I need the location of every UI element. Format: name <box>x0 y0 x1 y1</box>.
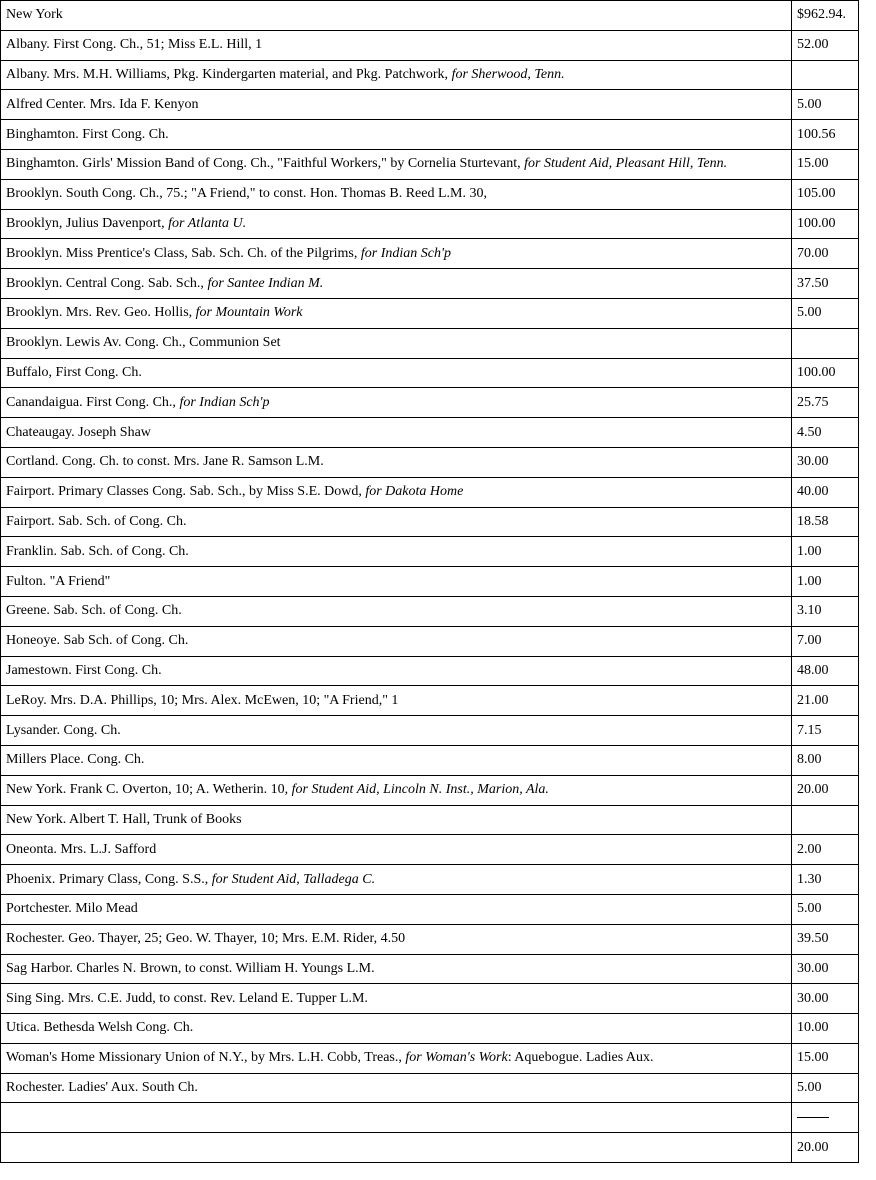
amount-cell <box>792 686 859 716</box>
donor-description-cell <box>1 179 792 209</box>
amount-value: 7.15 <box>797 722 822 738</box>
donor-text: Fairport. Primary Classes Cong. Sab. Sch., by Miss S.E. Dowd, <box>6 484 366 500</box>
donor-text: Rochester. Ladies' Aux. South Ch. <box>6 1080 198 1096</box>
amount-value: 39.50 <box>797 931 829 947</box>
table-row <box>1 865 859 895</box>
amount-value: 48.00 <box>797 662 829 678</box>
donor-text: Woman's Home Missionary Union of N.Y., by Mrs. L.H. Cobb, Treas., <box>6 1050 406 1066</box>
amount-cell <box>792 328 859 358</box>
amount-value: 105.00 <box>797 186 836 202</box>
amount-cell <box>792 567 859 597</box>
amount-value: 30.00 <box>797 990 829 1006</box>
donor-text: Cortland. Cong. Ch. to const. Mrs. Jane R. Samson L.M. <box>6 454 324 470</box>
amount-cell <box>792 30 859 60</box>
amount-cell <box>792 537 859 567</box>
donor-text: Brooklyn. Miss Prentice's Class, Sab. Sch. Ch. of the Pilgrims, <box>6 245 361 261</box>
table-row <box>1 1043 859 1073</box>
amount-value: 1.00 <box>797 573 822 589</box>
donor-description-cell <box>1 358 792 388</box>
amount-value: 18.58 <box>797 513 829 529</box>
table-row <box>1 209 859 239</box>
donor-text: Brooklyn. South Cong. Ch., 75.; "A Friend," to const. Hon. Thomas B. Reed L.M. 30, <box>6 186 487 202</box>
donor-text: Portchester. Milo Mead <box>6 901 138 917</box>
table-row <box>1 179 859 209</box>
amount-value: 100.56 <box>797 126 836 142</box>
table-row <box>1 805 859 835</box>
amount-cell <box>792 239 859 269</box>
donation-purpose: for Santee Indian M. <box>207 275 324 291</box>
table-row <box>1 894 859 924</box>
donor-description-cell <box>1 984 792 1014</box>
table-row <box>1 567 859 597</box>
donor-text: New York. Frank C. Overton, 10; A. Wetherin. 10, <box>6 782 292 798</box>
amount-value: 7.00 <box>797 633 822 649</box>
amount-cell <box>792 447 859 477</box>
donor-description-cell <box>1 1014 792 1044</box>
amount-cell <box>792 90 859 120</box>
table-row <box>1 120 859 150</box>
table-row <box>1 418 859 448</box>
amount-cell <box>792 209 859 239</box>
amount-value: 5.00 <box>797 96 822 112</box>
table-row <box>1 239 859 269</box>
donor-text: Jamestown. First Cong. Ch. <box>6 662 162 678</box>
amount-cell <box>792 388 859 418</box>
donation-purpose: for Indian Sch'p <box>179 394 270 410</box>
amount-value: 5.00 <box>797 1080 822 1096</box>
donor-text: Brooklyn. Mrs. Rev. Geo. Hollis, <box>6 305 196 321</box>
amount-cell <box>792 656 859 686</box>
donor-description-cell <box>1 686 792 716</box>
table-row <box>1 626 859 656</box>
donor-description-cell <box>1 626 792 656</box>
donor-text: Oneonta. Mrs. L.J. Safford <box>6 841 157 857</box>
donor-description-cell <box>1 745 792 775</box>
amount-cell <box>792 805 859 835</box>
amount-cell <box>792 120 859 150</box>
table-row <box>1 1014 859 1044</box>
table-row <box>1 298 859 328</box>
donor-description-cell <box>1 269 792 299</box>
amount-value: 100.00 <box>797 364 836 380</box>
donor-description-cell <box>1 447 792 477</box>
donation-purpose: for Atlanta U. <box>168 215 247 231</box>
amount-value: 1.30 <box>797 871 822 887</box>
amount-cell <box>792 626 859 656</box>
donor-text: Lysander. Cong. Ch. <box>6 722 121 738</box>
donor-description-cell <box>1 656 792 686</box>
table-row <box>1 745 859 775</box>
table-row <box>1 1 859 31</box>
donor-text: Phoenix. Primary Class, Cong. S.S., <box>6 871 212 887</box>
amount-cell <box>792 894 859 924</box>
donor-text: Sing Sing. Mrs. C.E. Judd, to const. Rev. Leland E. Tupper L.M. <box>6 990 368 1006</box>
donor-description-cell <box>1 60 792 90</box>
amount-cell <box>792 418 859 448</box>
amount-value: 25.75 <box>797 394 829 410</box>
table-row <box>1 596 859 626</box>
donor-text: Binghamton. First Cong. Ch. <box>6 126 169 142</box>
table-row <box>1 1073 859 1103</box>
amount-cell <box>792 865 859 895</box>
amount-value: 5.00 <box>797 305 822 321</box>
donor-text: Albany. Mrs. M.H. Williams, Pkg. Kindergarten material, and Pkg. Patchwork, <box>6 66 452 82</box>
amount-cell <box>792 298 859 328</box>
donor-text-continued: : Aquebogue. Ladies Aux. <box>507 1050 654 1066</box>
donor-text: Franklin. Sab. Sch. of Cong. Ch. <box>6 543 189 559</box>
donor-text: Buffalo, First Cong. Ch. <box>6 364 142 380</box>
amount-cell <box>792 269 859 299</box>
donor-text: Sag Harbor. Charles N. Brown, to const. William H. Youngs L.M. <box>6 960 375 976</box>
amount-value: 40.00 <box>797 484 829 500</box>
amount-cell <box>792 1 859 31</box>
amount-value: 37.50 <box>797 275 829 291</box>
donor-text: Albany. First Cong. Ch., 51; Miss E.L. Hill, 1 <box>6 37 263 53</box>
amount-value: 20.00 <box>797 1139 829 1155</box>
donation-purpose: for Student Aid, Pleasant Hill, Tenn. <box>524 156 728 172</box>
amount-value: 2.00 <box>797 841 822 857</box>
amount-cell <box>792 358 859 388</box>
donor-description-cell <box>1 209 792 239</box>
table-row <box>1 507 859 537</box>
donor-text: Fairport. Sab. Sch. of Cong. Ch. <box>6 513 187 529</box>
amount-value: 15.00 <box>797 156 829 172</box>
amount-cell <box>792 1073 859 1103</box>
amount-cell <box>792 835 859 865</box>
donor-description-cell <box>1 328 792 358</box>
donor-description-cell <box>1 805 792 835</box>
amount-cell <box>792 596 859 626</box>
amount-value: 4.50 <box>797 424 822 440</box>
amount-value: 3.10 <box>797 603 822 619</box>
table-row <box>1 537 859 567</box>
table-row <box>1 90 859 120</box>
amount-value: 8.00 <box>797 752 822 768</box>
amount-cell <box>792 149 859 179</box>
donor-description-cell <box>1 1133 792 1163</box>
amount-cell <box>792 179 859 209</box>
amount-cell <box>792 60 859 90</box>
amount-cell <box>792 1133 859 1163</box>
table-row <box>1 775 859 805</box>
table-row <box>1 656 859 686</box>
amount-cell <box>792 775 859 805</box>
amount-value: 30.00 <box>797 960 829 976</box>
donor-text: Utica. Bethesda Welsh Cong. Ch. <box>6 1020 194 1036</box>
donor-text: Honeoye. Sab Sch. of Cong. Ch. <box>6 633 189 649</box>
donation-purpose: for Mountain Work <box>195 305 303 321</box>
donor-description-cell <box>1 418 792 448</box>
donor-description-cell <box>1 537 792 567</box>
donor-description-cell <box>1 477 792 507</box>
table-row <box>1 447 859 477</box>
donor-text: Greene. Sab. Sch. of Cong. Ch. <box>6 603 182 619</box>
donation-purpose: for Dakota Home <box>365 484 464 500</box>
donor-description-cell <box>1 1 792 31</box>
amount-value: 30.00 <box>797 454 829 470</box>
table-row <box>1 269 859 299</box>
donor-text: Brooklyn, Julius Davenport, <box>6 215 169 231</box>
amount-value: 100.00 <box>797 215 836 231</box>
donor-description-cell <box>1 865 792 895</box>
amount-cell <box>792 954 859 984</box>
ledger-body <box>1 1 859 1163</box>
donor-text: New York <box>6 7 63 23</box>
donor-description-cell <box>1 924 792 954</box>
amount-cell <box>792 716 859 746</box>
donor-text: Binghamton. Girls' Mission Band of Cong. Ch., "Faithful Workers," by Cornelia Sturtevant, <box>6 156 525 172</box>
amount-cell <box>792 1043 859 1073</box>
table-row <box>1 477 859 507</box>
donor-description-cell <box>1 120 792 150</box>
subtotal-rule <box>797 1117 829 1118</box>
donor-description-cell <box>1 716 792 746</box>
donor-text: Fulton. "A Friend" <box>6 573 111 589</box>
donation-purpose: for Student Aid, Talladega C. <box>211 871 376 887</box>
amount-value: 10.00 <box>797 1020 829 1036</box>
table-row <box>1 924 859 954</box>
donor-description-cell <box>1 596 792 626</box>
donor-text: Brooklyn. Lewis Av. Cong. Ch., Communion Set <box>6 335 281 351</box>
table-row <box>1 1133 859 1163</box>
donation-purpose: for Indian Sch'p <box>360 245 451 261</box>
donation-purpose: for Sherwood, Tenn. <box>451 66 565 82</box>
donation-purpose: for Student Aid, Lincoln N. Inst., Marion, Ala. <box>291 782 549 798</box>
table-row <box>1 60 859 90</box>
amount-value: 52.00 <box>797 37 829 53</box>
table-row <box>1 954 859 984</box>
table-row <box>1 716 859 746</box>
table-row <box>1 149 859 179</box>
table-row <box>1 835 859 865</box>
table-row <box>1 686 859 716</box>
donor-description-cell <box>1 239 792 269</box>
donor-text: Chateaugay. Joseph Shaw <box>6 424 151 440</box>
donor-description-cell <box>1 507 792 537</box>
donor-description-cell <box>1 954 792 984</box>
amount-cell <box>792 745 859 775</box>
amount-cell <box>792 984 859 1014</box>
donor-description-cell <box>1 1103 792 1133</box>
table-row <box>1 1103 859 1133</box>
donor-description-cell <box>1 835 792 865</box>
amount-value: 20.00 <box>797 782 829 798</box>
amount-cell <box>792 477 859 507</box>
donor-text: Brooklyn. Central Cong. Sab. Sch., <box>6 275 208 291</box>
amount-cell <box>792 924 859 954</box>
donor-description-cell <box>1 567 792 597</box>
amount-value: 15.00 <box>797 1050 829 1066</box>
table-row <box>1 30 859 60</box>
table-row <box>1 388 859 418</box>
donor-text: Rochester. Geo. Thayer, 25; Geo. W. Thayer, 10; Mrs. E.M. Rider, 4.50 <box>6 931 406 947</box>
amount-value: 70.00 <box>797 245 829 261</box>
donor-description-cell <box>1 149 792 179</box>
table-row <box>1 358 859 388</box>
donor-description-cell <box>1 894 792 924</box>
amount-cell <box>792 1103 859 1133</box>
donor-description-cell <box>1 775 792 805</box>
donor-text: New York. Albert T. Hall, Trunk of Books <box>6 811 242 827</box>
amount-value: 21.00 <box>797 692 829 708</box>
donor-text: LeRoy. Mrs. D.A. Phillips, 10; Mrs. Alex. McEwen, 10; "A Friend," 1 <box>6 692 399 708</box>
donor-text: Canandaigua. First Cong. Ch., <box>6 394 180 410</box>
table-row <box>1 984 859 1014</box>
donor-description-cell <box>1 1043 792 1073</box>
amount-cell <box>792 507 859 537</box>
amount-value: $962.94. <box>797 7 846 23</box>
table-row <box>1 328 859 358</box>
donor-description-cell <box>1 90 792 120</box>
donor-text: Alfred Center. Mrs. Ida F. Kenyon <box>6 96 199 112</box>
donor-text: Millers Place. Cong. Ch. <box>6 752 145 768</box>
amount-value: 1.00 <box>797 543 822 559</box>
amount-value: 5.00 <box>797 901 822 917</box>
donor-description-cell <box>1 388 792 418</box>
donor-description-cell <box>1 298 792 328</box>
donation-purpose: for Woman's Work <box>405 1050 508 1066</box>
amount-cell <box>792 1014 859 1044</box>
donor-description-cell <box>1 1073 792 1103</box>
donor-description-cell <box>1 30 792 60</box>
